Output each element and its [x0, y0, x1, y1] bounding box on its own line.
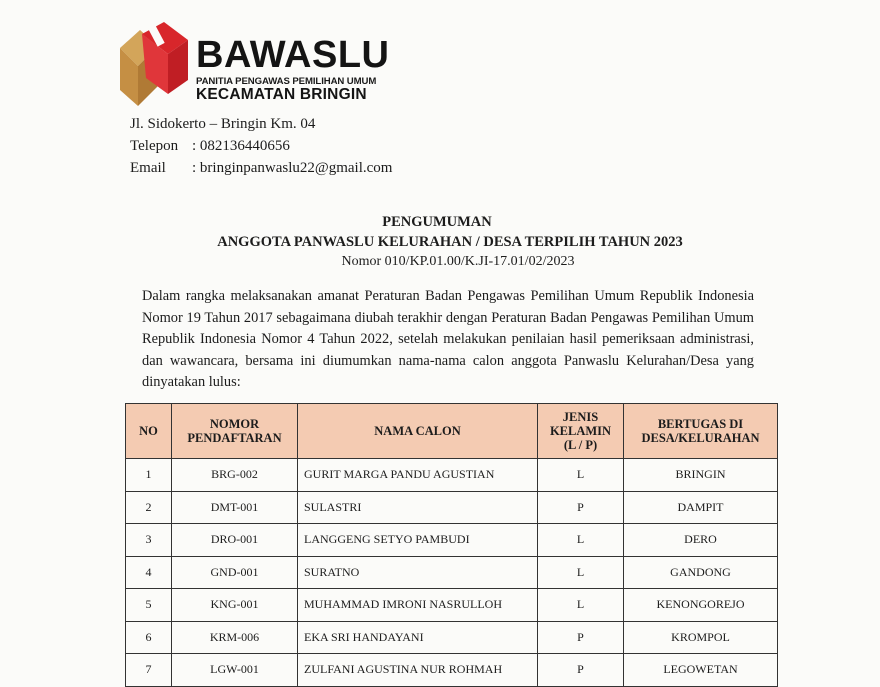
- header-village: BERTUGAS DI DESA/KELURAHAN: [624, 404, 778, 459]
- table-body: [126, 459, 778, 687]
- candidate-name: SURATNO: [298, 556, 538, 589]
- candidate-name: GURIT MARGA PANDU AGUSTIAN: [298, 459, 538, 492]
- assigned-village: GANDONG: [624, 556, 778, 589]
- registration-number: BRG-002: [172, 459, 298, 492]
- assigned-village: DERO: [624, 524, 778, 557]
- title-subheading: ANGGOTA PANWASLU KELURAHAN / DESA TERPILIH TAHUN 2023: [217, 234, 683, 250]
- registration-number: DMT-001: [172, 491, 298, 524]
- gender: L: [538, 459, 624, 492]
- phone-value: : 082136440656: [192, 138, 290, 154]
- gender: L: [538, 556, 624, 589]
- row-number: 3: [126, 524, 172, 557]
- row-number: 6: [126, 621, 172, 654]
- contact-block: [130, 113, 392, 179]
- header-no: NO: [126, 404, 172, 459]
- email-label: Email: [130, 160, 166, 176]
- table-row: [126, 621, 778, 654]
- assigned-village: BRINGIN: [624, 459, 778, 492]
- announcement-paragraph: Dalam rangka melaksanakan amanat Peraturan Badan Pengawas Pemilihan Umum Republik Indonesia Nomor 19 Tahun 2017 sebagaimana diubah terakhir dengan Peraturan Badan Pengawas Pemilihan Umum Republik Indonesia Nomor 4 Tahun 2022, setelah melakukan penilaian hasil pemeriksaan administrasi, dan wawancara, bersama ini diumumkan nama-nama calon anggota Panwaslu Kelurahan/Desa yang dinyatakan lulus:: [142, 288, 754, 391]
- header-registration: NOMOR PENDAFTARAN: [172, 404, 298, 459]
- org-name: BAWASLU: [196, 34, 390, 76]
- candidate-name: LANGGENG SETYO PAMBUDI: [298, 524, 538, 557]
- header-name: NAMA CALON: [298, 404, 538, 459]
- registration-number: DRO-001: [172, 524, 298, 557]
- title-heading: PENGUMUMAN: [382, 214, 492, 230]
- candidates-table: [125, 403, 778, 687]
- gender: P: [538, 654, 624, 687]
- announcement-title: [0, 212, 880, 272]
- table-header-row: [126, 404, 778, 459]
- assigned-village: LEGOWETAN: [624, 654, 778, 687]
- table-row: [126, 491, 778, 524]
- candidate-name: MUHAMMAD IMRONI NASRULLOH: [298, 589, 538, 622]
- gender: L: [538, 524, 624, 557]
- bawaslu-logo: [118, 20, 190, 110]
- registration-number: KRM-006: [172, 621, 298, 654]
- assigned-village: KENONGOREJO: [624, 589, 778, 622]
- table-row: [126, 524, 778, 557]
- gender: L: [538, 589, 624, 622]
- header-gender: JENIS KELAMIN (L / P): [538, 404, 624, 459]
- registration-number: GND-001: [172, 556, 298, 589]
- org-subtitle: PANITIA PENGAWAS PEMILIHAN UMUM: [196, 76, 377, 87]
- table-row: [126, 589, 778, 622]
- assigned-village: KROMPOL: [624, 621, 778, 654]
- registration-number: LGW-001: [172, 654, 298, 687]
- assigned-village: DAMPIT: [624, 491, 778, 524]
- gender: P: [538, 621, 624, 654]
- email-value: : bringinpanwaslu22@gmail.com: [192, 160, 393, 176]
- table-row: [126, 556, 778, 589]
- row-number: 7: [126, 654, 172, 687]
- org-unit: KECAMATAN BRINGIN: [196, 86, 367, 103]
- table-row: [126, 459, 778, 492]
- row-number: 5: [126, 589, 172, 622]
- candidate-name: EKA SRI HANDAYANI: [298, 621, 538, 654]
- address-text: Jl. Sidokerto – Bringin Km. 04: [130, 116, 316, 132]
- gender: P: [538, 491, 624, 524]
- email-line: [130, 157, 392, 179]
- address-line: [130, 113, 392, 135]
- row-number: 1: [126, 459, 172, 492]
- letterhead-brand: [196, 36, 390, 103]
- row-number: 2: [126, 491, 172, 524]
- row-number: 4: [126, 556, 172, 589]
- candidate-name: ZULFANI AGUSTINA NUR ROHMAH: [298, 654, 538, 687]
- phone-label: Telepon: [130, 138, 179, 154]
- table-row: [126, 654, 778, 687]
- registration-number: KNG-001: [172, 589, 298, 622]
- candidate-name: SULASTRI: [298, 491, 538, 524]
- document-number: Nomor 010/KP.01.00/K.JI-17.01/02/2023: [341, 254, 575, 269]
- phone-line: [130, 135, 392, 157]
